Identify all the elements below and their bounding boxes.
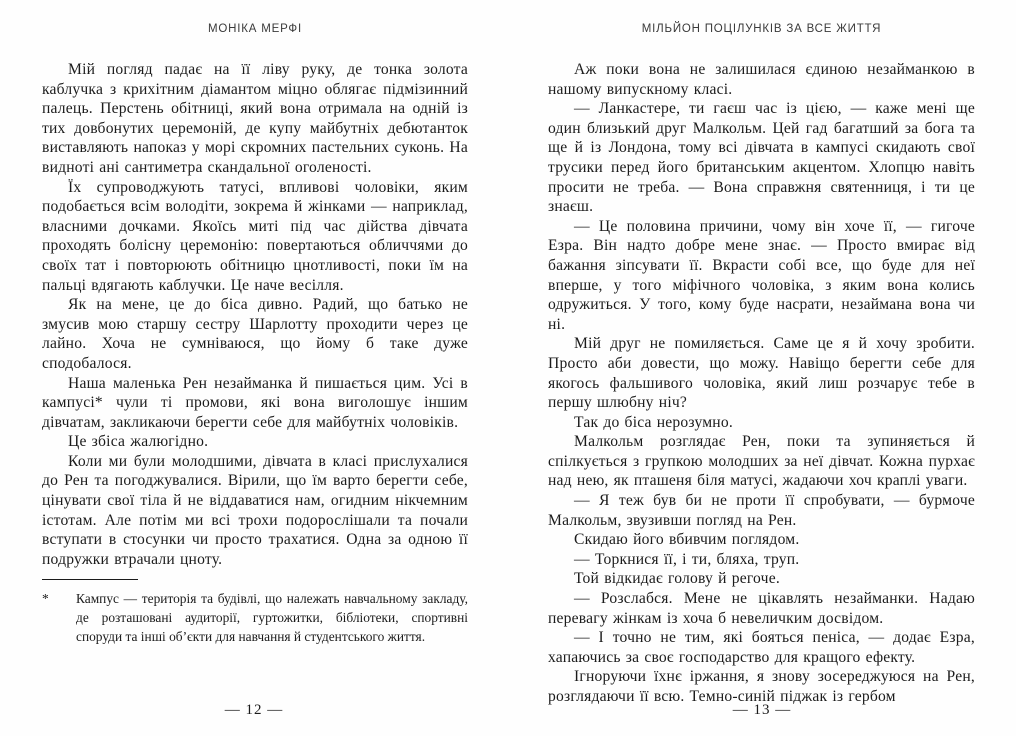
paragraph: Ігноруючи їхнє іржання, я знову зосереджуюся на Рен, розглядаючи її всю. Темно-синій піджак із гербом — [548, 668, 975, 705]
footnote-marker: * — [42, 591, 49, 607]
paragraph: Наша маленька Рен незайманка й пишається цим. Усі в кампусі* чули ті промови, які вона виголошує іншим дівчатам, закликаючи берегти себе для майбутніх чоловіків. — [42, 374, 468, 431]
footnote-row — [42, 589, 468, 646]
page-number-right: — 13 — — [732, 702, 792, 718]
paragraph: Скидаю його вбивчим поглядом. — [574, 531, 800, 549]
paragraph: Їх супроводжують татусі, впливові чоловіки, яким подобається всім володіти, зокрема й жінками — наприклад, власними дочками. Якоїсь миті під час дійства дівчата проходять болісну церемонію: повертаються обличчями до своїх тат і повторюють обітницю цнотливості, поки їм на пальці вдягають каблучки. Це наче весілля. — [42, 178, 468, 294]
footnote-text: Кампус — територія та будівлі, що належать навчальному закладу, де розташовані аудиторії, гуртожитки, бібліотеки, спортивні споруди та інші об’єкти для навчання й студентського життя. — [76, 591, 468, 645]
paragraph: Коли ми були молодшими, дівчата в класі прислухалися до Рен та погоджувалися. Вірили, що їм варто берегти себе, цінувати свої тіла й не віддаватися нам, огидним нікчемним істотам. Але потім ми всі трохи подорослішали та почали вступати в стосунки чи просто трахатися. Одна за одною її подружки втрачали цноту. — [42, 452, 468, 568]
paragraph: — Це половина причини, чому він хоче її, — гигоче Езра. Він надто добре мене знає. — Просто вмирає від бажання зіпсувати її. Вкрасти собі все, що буде для неї вперше, у того міфічного чоловіка, з яким вона колись одружиться. У того, кому буде насрати, незаймана вона чи ні. — [548, 217, 975, 333]
paragraph: — Я теж був би не проти її спробувати, — бурмоче Малкольм, звузивши погляд на Рен. — [548, 492, 975, 529]
paragraph: Аж поки вона не залишилася єдиною незайманкою в нашому випускному класі. — [548, 61, 975, 98]
paragraph: — Розслабся. Мене не цікавлять незайманки. Надаю перевагу жінкам із хоча б невеличким досвідом. — [548, 590, 975, 627]
paragraph: Мій друг не помиляється. Саме це я й хочу зробити. Просто аби довести, що можу. Навіщо берегти себе для якогось фальшивого чоловіка, який лиш розчарує тебе в першу шлюбну ніч? — [548, 335, 975, 412]
body-text-right — [548, 60, 975, 707]
paragraph: — Ланкастере, ти гаєш час із цією, — каже мені ще один близький друг Малкольм. Цей гад багатший за бога та ще й із Лондона, тому всі дівчата в кампусі скидають свої трусики перед його британським акцентом. Хлопцю навіть просити не треба. — Вона справжня святенниця, і ти це знаєш. — [548, 100, 975, 216]
footnote — [42, 579, 468, 646]
running-head-title: МІЛЬЙОН ПОЦІЛУНКІВ ЗА ВСЕ ЖИТТЯ — [641, 23, 882, 35]
paragraph: — Торкнися її, і ти, бляха, труп. — [574, 550, 800, 568]
footnote-rule — [42, 579, 138, 580]
page-number-left: — 12 — — [224, 702, 284, 718]
body-text-left — [42, 60, 468, 569]
paragraph: Так до біса нерозумно. — [574, 413, 733, 431]
paragraph: — І точно не тим, які бояться пеніса, — додає Езра, хапаючись за своє господарство для кращого ефекту. — [548, 629, 975, 666]
running-head-author: МОНІКА МЕРФІ — [208, 23, 302, 35]
paragraph: Як на мене, це до біса дивно. Радий, що батько не змусив мою старшу сестру Шарлотту проходити через це лайно. Хоча не сумніваюся, що йому б таке дуже сподобалося. — [42, 296, 468, 372]
paragraph: Це збіса жалюгідно. — [68, 433, 209, 451]
paragraph: Той відкидає голову й регоче. — [574, 570, 780, 588]
paragraph: Малкольм розглядає Рен, поки та зупиняється й спілкується з групкою молодших за неї дівчат. Кожна пурхає над нею, як пташеня біля матусі, жадаючи хоч краплі уваги. — [548, 433, 975, 490]
page-right — [508, 0, 1016, 736]
paragraph: Мій погляд падає на її ліву руку, де тонка золота каблучка з крихітним діамантом міцно облягає підмізинний палець. Перстень обітниці, який вона отримала на одній із тих довбонутих церемоній, де купу майбутніх дебютанток виставляють напоказ у морі скромних пастельних суконь. На видноті ані сантиметра скандальної оголеності. — [42, 61, 468, 176]
